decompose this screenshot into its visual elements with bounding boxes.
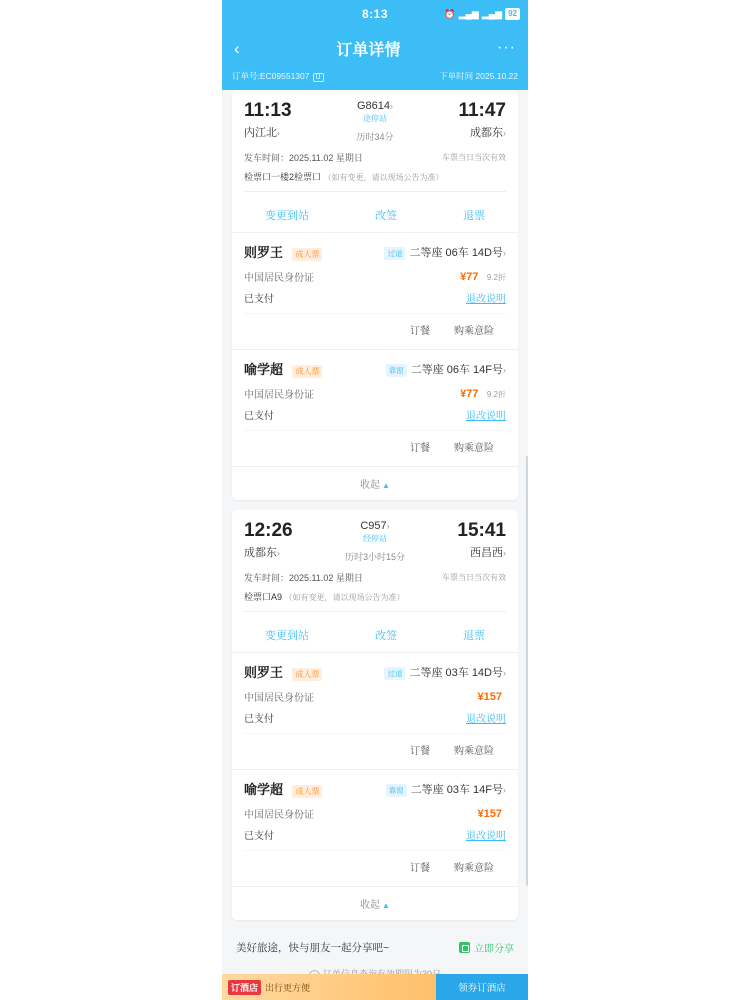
collapse-button[interactable]: 收起 ▲ [232, 886, 518, 920]
passenger-footer [244, 313, 506, 345]
buy-insurance-button[interactable]: 购乘意险 [454, 326, 494, 337]
passenger-name-block [244, 242, 322, 262]
id-type: 中国居民身份证 [244, 692, 314, 704]
chevron-right-icon: › [502, 548, 506, 558]
passenger-type-badge: 成人票 [292, 668, 322, 681]
depart-info-row [244, 571, 506, 584]
phone-screen [222, 0, 528, 1000]
buy-insurance-button[interactable]: 购乘意险 [454, 443, 494, 454]
buy-insurance-button[interactable]: 购乘意险 [454, 863, 494, 874]
order-time: 下单时间 2025.10.22 [439, 71, 518, 81]
order-meal-button[interactable]: 订餐 [410, 443, 430, 454]
gate-note: （如有变更，请以现场公告为准） [323, 173, 444, 182]
chevron-up-icon: ▲ [382, 901, 390, 910]
passenger-name-block [244, 359, 322, 379]
refund-policy-link[interactable]: 退改说明 [466, 294, 506, 305]
depart-info-row [244, 151, 506, 164]
order-tag: U [313, 73, 324, 82]
seat-info[interactable]: 过道 二等座 03车 14D号› [384, 664, 506, 680]
passenger-footer [244, 733, 506, 765]
train-block [332, 520, 418, 563]
payment-status: 已支付 [244, 714, 274, 725]
price-block [460, 267, 506, 285]
chevron-right-icon: › [390, 101, 393, 111]
trip-duration: 历时3小时15分 [344, 552, 405, 562]
status-time: 8:13 [361, 7, 389, 21]
share-section [222, 930, 528, 959]
chevron-right-icon: › [503, 785, 506, 795]
passenger-name: 喻学超 [244, 362, 284, 377]
seat-position-badge: 靠窗 [386, 784, 407, 797]
ticket-price: ¥157 [477, 691, 502, 703]
refund-policy-link[interactable]: 退改说明 [466, 411, 506, 422]
collapse-button[interactable]: 收起 ▲ [232, 466, 518, 500]
price-block [478, 804, 506, 822]
ticket-validity: 车票当日当次有效 [442, 573, 506, 582]
train-number[interactable]: G8614› [356, 100, 393, 112]
change-station-button[interactable]: 变更到站 [265, 630, 309, 642]
coupon-hotel-button[interactable]: 领券订酒店 [436, 974, 528, 1000]
depart-time: 11:13 [244, 100, 292, 121]
depart-block [244, 100, 330, 140]
ad-banner[interactable] [222, 974, 436, 1000]
divider [244, 191, 506, 192]
passenger-name-block [244, 779, 322, 799]
passenger-row [232, 349, 518, 466]
price-block [460, 384, 506, 402]
chevron-right-icon: › [277, 548, 280, 558]
passenger-row [232, 232, 518, 349]
arrive-station[interactable]: 西昌西› [469, 547, 506, 559]
order-meta [222, 68, 528, 90]
share-text: 美好旅途，快与朋友一起分享吧~ [236, 942, 390, 954]
chevron-up-icon: ▲ [382, 481, 390, 490]
passenger-row [232, 769, 518, 886]
seat-info[interactable]: 靠窗 二等座 03车 14F号› [386, 781, 506, 797]
passenger-name: 喻学超 [244, 782, 284, 797]
trip-header [232, 510, 518, 618]
change-station-button[interactable]: 变更到站 [265, 210, 309, 222]
arrive-station[interactable]: 成都东› [469, 127, 506, 139]
arrive-time: 11:47 [458, 100, 506, 121]
depart-time: 12:26 [244, 520, 293, 541]
passenger-name: 则罗王 [244, 665, 284, 680]
passenger-type-badge: 成人票 [292, 785, 322, 798]
trip-header [232, 90, 518, 198]
train-block [332, 100, 418, 143]
nav-bar [222, 28, 528, 68]
seat-position-badge: 过道 [384, 667, 405, 680]
order-meal-button[interactable]: 订餐 [410, 863, 430, 874]
arrive-time: 15:41 [457, 520, 506, 541]
passenger-footer [244, 850, 506, 882]
seat-position-badge: 过道 [384, 247, 405, 260]
stops-button[interactable]: 经停站 [362, 534, 387, 543]
gate-note: （如有变更，请以现场公告为准） [284, 593, 405, 602]
trip-actions [232, 198, 518, 232]
arrive-block [420, 100, 506, 140]
wechat-icon [459, 942, 470, 953]
chevron-right-icon: › [503, 365, 506, 375]
passenger-footer [244, 430, 506, 462]
gate-info: 检票口A9 （如有变更，请以现场公告为准） [244, 592, 405, 602]
trip-actions [232, 618, 518, 652]
seat-position-badge: 靠窗 [386, 364, 407, 377]
page-title: 订单详情 [336, 41, 401, 59]
status-bar [222, 0, 528, 28]
trip-duration: 历时34分 [356, 132, 394, 142]
ticket-validity: 车票当日当次有效 [442, 153, 506, 162]
ticket-price: ¥157 [477, 808, 502, 820]
signal-icon: ▂▄▆ [458, 8, 479, 19]
order-meal-button[interactable]: 订餐 [410, 326, 430, 337]
id-type: 中国居民身份证 [244, 272, 314, 284]
alarm-icon: ⏰ [444, 8, 456, 19]
rebook-button[interactable]: 改签 [375, 210, 397, 222]
seat-info[interactable]: 靠窗 二等座 06车 14F号› [386, 361, 506, 377]
chevron-right-icon: › [386, 521, 390, 531]
order-number: 订单号:EC09551307 U [232, 70, 324, 82]
seat-info[interactable]: 过道 二等座 06车 14D号› [384, 244, 506, 260]
depart-station[interactable]: 成都东› [244, 547, 280, 559]
ticket-price: ¥77 [460, 271, 479, 283]
depart-station[interactable]: 内江北› [244, 127, 280, 139]
chevron-right-icon: › [502, 128, 506, 138]
scrollbar[interactable] [526, 456, 528, 886]
rebook-button[interactable]: 改签 [375, 630, 397, 642]
signal-icon-2: ▂▄▆ [481, 8, 503, 19]
ad-bar [222, 974, 528, 1000]
price-block [478, 687, 506, 705]
payment-status: 已支付 [244, 411, 274, 422]
payment-status: 已支付 [244, 831, 274, 842]
refund-policy-link[interactable]: 退改说明 [466, 831, 506, 842]
passenger-row [232, 652, 518, 769]
refund-button[interactable]: 退票 [463, 210, 485, 222]
id-type: 中国居民身份证 [244, 389, 314, 401]
gate-info: 检票口一楼2检票口 （如有变更，请以现场公告为准） [244, 172, 444, 182]
ticket-discount: 9.2折 [486, 273, 506, 282]
ticket-discount: 9.2折 [486, 390, 506, 399]
depart-block [244, 520, 330, 560]
passenger-name-block [244, 662, 322, 682]
trip-card [232, 90, 518, 500]
passenger-type-badge: 成人票 [292, 248, 322, 261]
arrive-block [420, 520, 506, 560]
chevron-right-icon: › [503, 248, 506, 258]
divider [244, 611, 506, 612]
train-number[interactable]: C957› [360, 520, 390, 532]
back-icon[interactable]: ‹ [234, 38, 240, 58]
status-icons [444, 0, 520, 28]
chevron-right-icon: › [503, 668, 506, 678]
buy-insurance-button[interactable]: 购乘意险 [454, 746, 494, 757]
depart-date: 发车时间：2025.11.02 星期日 [244, 573, 363, 583]
battery-badge: 92 [505, 8, 520, 20]
refund-policy-link[interactable]: 退改说明 [466, 714, 506, 725]
ticket-price: ¥77 [460, 388, 479, 400]
hotel-logo: 订酒店 [228, 980, 261, 995]
passenger-name: 则罗王 [244, 245, 284, 260]
refund-button[interactable]: 退票 [463, 630, 485, 642]
trip-card [232, 510, 518, 920]
ad-text: 出行更方便 [265, 982, 311, 993]
passenger-type-badge: 成人票 [292, 365, 322, 378]
id-type: 中国居民身份证 [244, 809, 314, 821]
payment-status: 已支付 [244, 294, 274, 305]
stops-button[interactable]: 途停站 [362, 114, 387, 123]
order-meal-button[interactable]: 订餐 [410, 746, 430, 757]
depart-date: 发车时间：2025.11.02 星期日 [244, 153, 363, 163]
chevron-right-icon: › [277, 128, 280, 138]
more-icon[interactable]: ··· [497, 39, 516, 56]
share-button[interactable]: 立即分享 [459, 940, 514, 955]
